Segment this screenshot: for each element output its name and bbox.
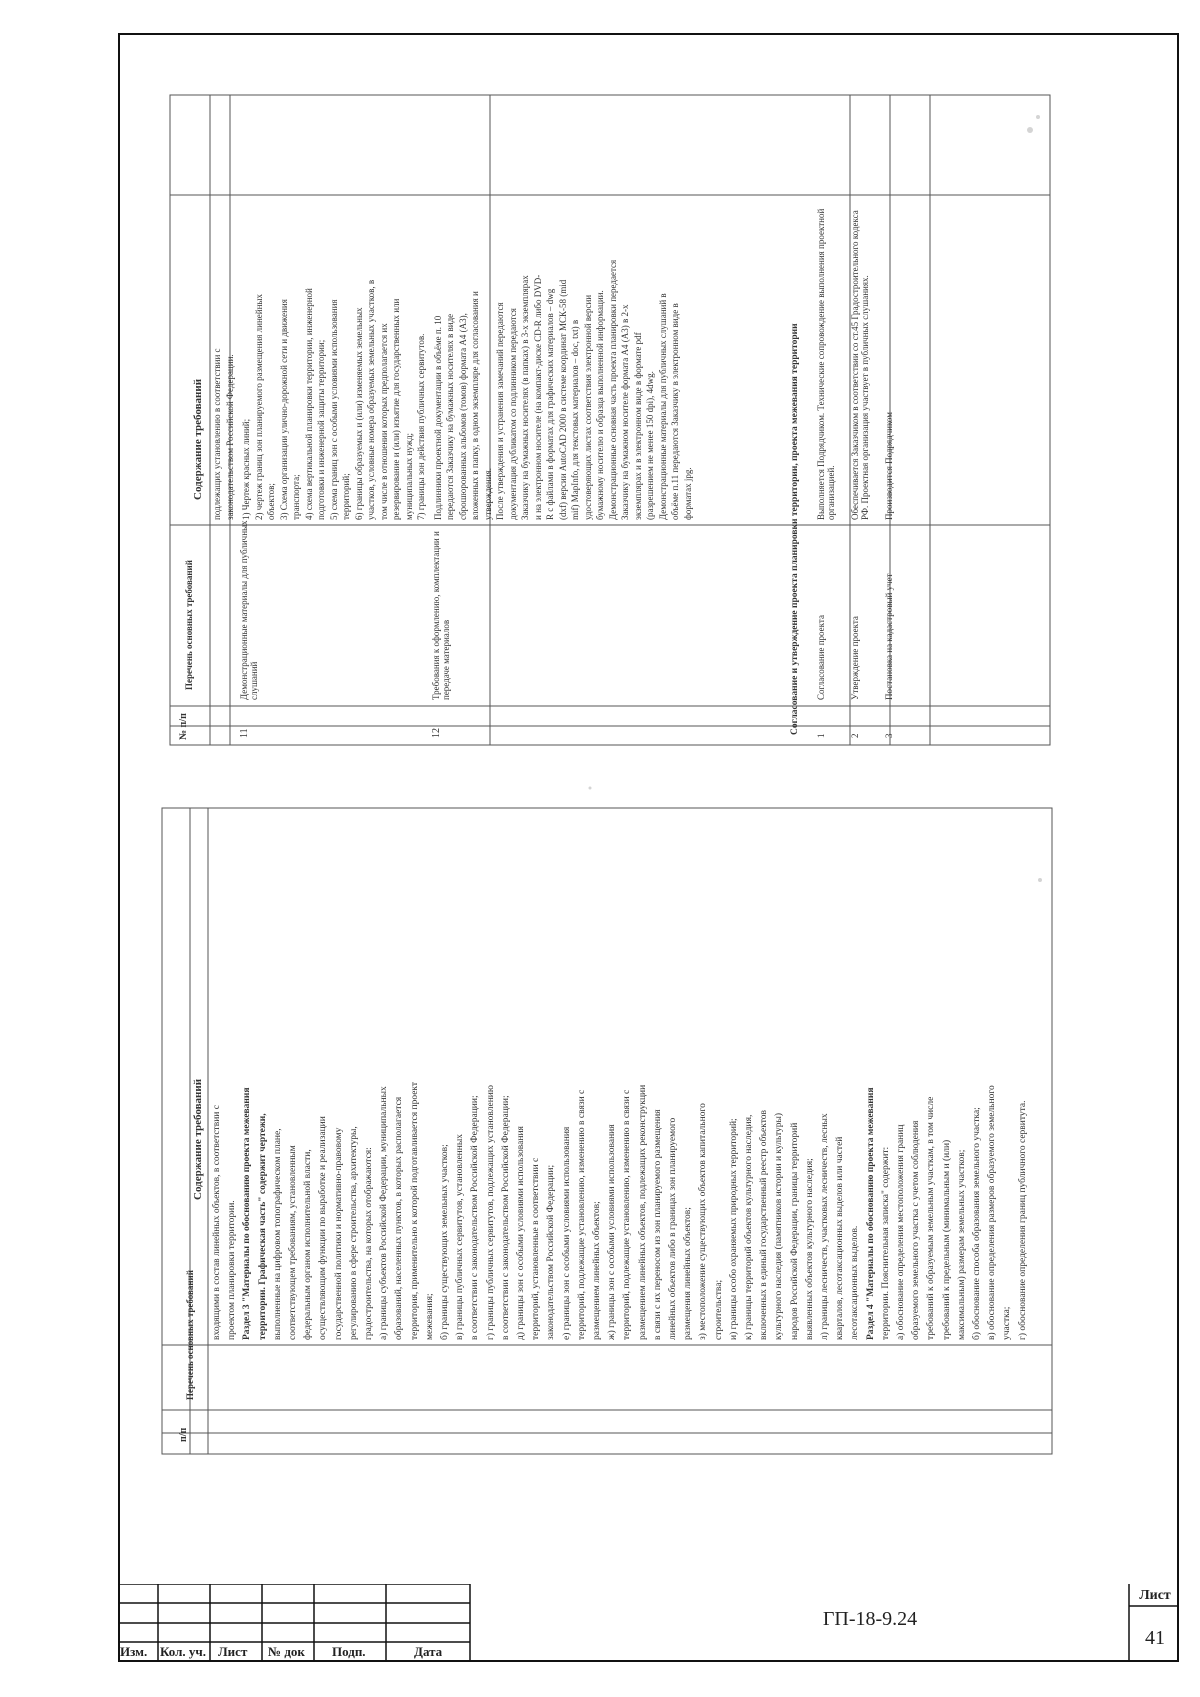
- right-content-line: 2) чертеж границ зон планируемого размещения линейных: [253, 294, 264, 520]
- right-content-line: объёме п.11 передаются Заказчику в электронном виде в: [670, 303, 680, 520]
- left-content-line: проектом планировки территории.: [227, 1200, 238, 1340]
- right-content-line: бумажному носителю и образца выполненной информации.: [595, 290, 605, 520]
- left-content-line: з) местоположение существующих объектов капитального: [698, 1103, 709, 1340]
- right-content-line: Демонстрационные материалы для публичных слушаний в: [657, 293, 668, 520]
- right-content-line: подготовки и инженерной защиты территории;: [316, 339, 326, 520]
- right-content-line: 6) границы образуемых и (или) изменяемых земельных: [353, 307, 364, 520]
- approval-row-num: 1: [816, 733, 826, 738]
- right-content-line: законодательством Российской Федерации.: [224, 354, 235, 520]
- left-content-line: размещением линейных объектов;: [592, 1201, 602, 1340]
- left-content-line: государственной политики и нормативно-правовому: [333, 1127, 344, 1340]
- left-content-line: выполненные на цифровом топографическом плане,: [272, 1128, 283, 1340]
- approval-row-content: Производится Подрядчиком: [884, 412, 894, 520]
- right-content-line: удостоверяющих листах соответствия электронной версии: [582, 294, 593, 520]
- right-content-line: сброшюрованных альбомов (томов) формата А4 (А3),: [457, 313, 468, 520]
- right-content-line: 3) Схема организации улично-дорожной сети и движения: [278, 299, 289, 520]
- sheet-label: Лист: [1139, 1588, 1171, 1603]
- right-content-line: экземплярах и в электронном виде в формате pdf: [632, 332, 643, 520]
- right-col-content-header: Содержание требований: [192, 378, 204, 500]
- sheet-number: 41: [1145, 1627, 1165, 1649]
- left-content-line: и) границы особо охраняемых природных территорий;: [728, 1118, 739, 1340]
- left-content-line: б) границы существующих земельных участков;: [440, 1144, 450, 1340]
- approval-row-num: 2: [850, 733, 860, 738]
- right-content-line: транспорта;: [291, 474, 301, 520]
- left-content-line: строительства;: [713, 1279, 724, 1340]
- stamp-label-sign: Подп.: [332, 1644, 366, 1659]
- right-content-line: утверждения.: [482, 468, 493, 520]
- left-content-line: территории. Пояснительная записка" содержит:: [880, 1146, 891, 1340]
- left-content-line: федеральным органом исполнительной власти,: [303, 1149, 314, 1340]
- left-col-content-header: Содержание требований: [192, 1078, 204, 1200]
- right-row-number: 11: [239, 728, 250, 738]
- right-content-line: 5) схема границ зон с особыми условиями использования: [328, 299, 339, 520]
- stamp-label-kol-uch: Кол. уч.: [160, 1644, 206, 1659]
- left-col-num-header: п/п: [178, 1427, 189, 1442]
- right-content-line: передаются Заказчику на бумажных носителях в виде: [445, 313, 455, 520]
- left-content-line: Раздел 3 "Материалы по обоснованию проекта межевания: [242, 1087, 253, 1340]
- right-content-line: документация дубликатом со подлинником передаются: [507, 308, 518, 520]
- left-content-line: осуществляющим функции по выработке и реализации: [318, 1116, 329, 1340]
- left-content-line: участка;: [1002, 1306, 1013, 1340]
- left-content-line: культурного наследия (памятников истории и культуры): [774, 1112, 785, 1340]
- left-content-line: а) обоснование определения местоположения границ: [896, 1124, 906, 1340]
- right-content-line: Заказчику на бумажном носителе формата А4 (А3) в 2-х: [620, 304, 630, 520]
- right-content-line: (dxf) версии AutoCAD 2000 в системе координат МСК-58 (mid: [557, 279, 568, 520]
- left-content-line: территорий, установленные в соответствии с: [531, 1157, 542, 1340]
- approval-row-list: Утверждение проекта: [850, 616, 860, 700]
- right-content-line: форматах jpg.: [682, 467, 693, 520]
- left-content-line: а) границы субъектов Российской Федерации, муниципальных: [379, 1086, 390, 1340]
- left-content-line: территория, применительно к которой подготавливается проект: [409, 1081, 420, 1340]
- right-content-line: резервирование и (или) изъятие для государственных или: [391, 298, 401, 520]
- left-content-line: градостроительства, на которых отображаются:: [364, 1147, 374, 1340]
- left-content-line: законодательством Российской Федерации;: [546, 1164, 557, 1340]
- left-content-line: включенных в единый государственный реестр объектов: [759, 1109, 770, 1340]
- right-content-line: Заказчику на бумажных носителях (в папках) в 3-х экземплярах: [520, 275, 530, 520]
- left-content-line: территорий, подлежащие установлению, изменению в связи с: [622, 1089, 633, 1340]
- right-row-requirement: Требования к оформлению, комплектации и передаче материалов: [430, 531, 451, 700]
- left-content-line: территорий, подлежащие установлению, изменению в связи с: [576, 1089, 587, 1340]
- left-content-line: регулированию в сфере строительства, архитектуры,: [348, 1126, 359, 1340]
- right-content-line: и на электронном носителе (на компакт-диске CD-R либо DVD-: [532, 274, 543, 520]
- left-content-line: максимальным) размерам земельных участков;: [956, 1149, 967, 1340]
- right-col-list-header: Перечень основных требований: [184, 560, 194, 690]
- left-content-line: линейных объектов либо в границах зон планируемого: [668, 1117, 678, 1340]
- left-content-line: в соответствии с законодательством Российской Федерации;: [470, 1095, 481, 1340]
- left-content-line: требований к предельным (минимальным и (или): [941, 1139, 952, 1340]
- right-row-requirement: Демонстрационные материалы для публичных слушаний: [239, 520, 259, 700]
- left-content-line: межевания;: [424, 1293, 435, 1340]
- right-content-line: (разрешением не менее 150 dpi), 4dwg.: [645, 371, 655, 520]
- left-content-line: лесотаксационных выделов.: [850, 1225, 861, 1340]
- right-content-line: Подлинники проектной документации в объёме п. 10: [432, 315, 443, 520]
- left-content-line: соответствующем требованиям, установленным: [288, 1145, 298, 1340]
- right-content-line: том числе в отношении которых предполагается их: [378, 323, 389, 520]
- right-content-line: R с файлами в форматах для графических материалов – dwg: [545, 288, 555, 520]
- stamp-label-doc-no: № док: [268, 1644, 305, 1659]
- approval-row-content: Выполняется Подрядчиком. Технические сопровождение выполнения проектной организацией.: [816, 208, 836, 520]
- left-content-line: образуемого земельного участка с учетом соблюдения: [911, 1120, 922, 1340]
- left-content-line: б) обоснование способа образования земельного участка;: [972, 1107, 982, 1340]
- left-content-line: в соответствии с законодательством Российской Федерации;: [500, 1095, 511, 1340]
- left-content-line: народов Российской Федерации, границы территорий: [789, 1122, 800, 1340]
- stamp-label-izm: Изм.: [120, 1644, 148, 1659]
- right-content-line: 7) границы зон действия публичных сервитутов.: [416, 333, 426, 520]
- left-col-list-header: Перечень основных требований: [185, 1270, 195, 1400]
- right-content-line: 1) Чертеж красных линий;: [241, 418, 251, 520]
- approval-row-list: Согласование проекта: [816, 615, 826, 700]
- right-content-line: муниципальных нужд;: [403, 432, 414, 520]
- approval-row-content: Обеспечивается Заказчиком в соответствии со ст.45 Градостроительного кодекса РФ. Проектная организация участвует в публичных слушаниях.: [850, 210, 870, 520]
- left-content-line: г) обоснование определения границ публичного сервитута.: [1017, 1100, 1028, 1340]
- right-content-line: После утверждения и устранения замечаний передаются: [495, 302, 505, 520]
- right-content-line: подлежащих установлению в соответствии с: [212, 348, 222, 520]
- left-content-line: образований, населенных пунктов, в которых располагается: [394, 1096, 405, 1340]
- approval-row-list: Постановка на кадастровый учет: [884, 573, 894, 700]
- left-content-line: е) границы зон с особыми условиями использования: [561, 1126, 572, 1340]
- right-content-line: 4) схема вертикальной планировки территории, инженерной: [303, 288, 314, 520]
- left-content-line: территории. Графическая часть" содержит чертежи,: [257, 1113, 268, 1340]
- right-content-line: mif) MapInfo, для текстовых материалов – doc, txt) в: [570, 319, 580, 520]
- left-content-line: л) границы лесничеств, участковых лесничеств, лесных: [820, 1113, 830, 1340]
- left-content-line: выявленных объектов культурного наследия;: [804, 1158, 815, 1340]
- right-content-line: участков, условные номера образуемых земельных участков, в: [366, 279, 376, 520]
- right-section-title: Согласование и утверждение проекта планировки территории, проекта межевания территории: [790, 323, 800, 735]
- right-content-line: вложенных в папку, в одном экземпляре для согласования и: [470, 291, 480, 520]
- right-row-number: 12: [430, 728, 442, 738]
- stamp-label-date: Дата: [414, 1644, 443, 1659]
- left-content-line: входящими в состав линейных объектов, в соответствии с: [212, 1105, 222, 1340]
- right-content-line: Демонстрационные основная часть проекта планировки передается: [607, 259, 618, 520]
- left-content-line: ж) границы зон с особыми условиями использования: [607, 1124, 618, 1340]
- left-content-line: в связи с их переносом из зон планируемого размещения: [652, 1109, 663, 1340]
- left-content-line: в) границы публичных сервитутов, установленных: [455, 1134, 466, 1340]
- left-content-line: в) обоснование определения размеров образуемого земельного: [987, 1085, 998, 1340]
- left-content-line: г) границы публичных сервитутов, подлежащих установлению: [485, 1085, 496, 1340]
- left-content-line: к) границы территорий объектов культурного наследия,: [744, 1114, 754, 1340]
- left-content-line: размещения линейных объектов;: [683, 1207, 694, 1340]
- left-content-line: кварталов, лесотаксационных выделов или частей: [835, 1136, 846, 1340]
- approval-row-num: 3: [884, 733, 894, 738]
- right-col-num-header: № п/п: [178, 713, 189, 740]
- document-code: ГП-18-9.24: [822, 1608, 918, 1630]
- left-content-line: Раздел 4 "Материалы по обоснованию проекта межевания: [865, 1087, 876, 1340]
- left-content-line: требований к образуемым земельным участкам, в том числе: [926, 1096, 937, 1340]
- right-content-line: объектов;: [266, 483, 276, 520]
- left-content-line: размещением линейных объектов, подлежащих реконструкции: [637, 1084, 648, 1340]
- stamp-label-list: Лист: [218, 1644, 248, 1659]
- left-content-line: д) границы зон с особыми условиями использования: [516, 1126, 526, 1340]
- right-content-line: территорий;: [341, 473, 351, 520]
